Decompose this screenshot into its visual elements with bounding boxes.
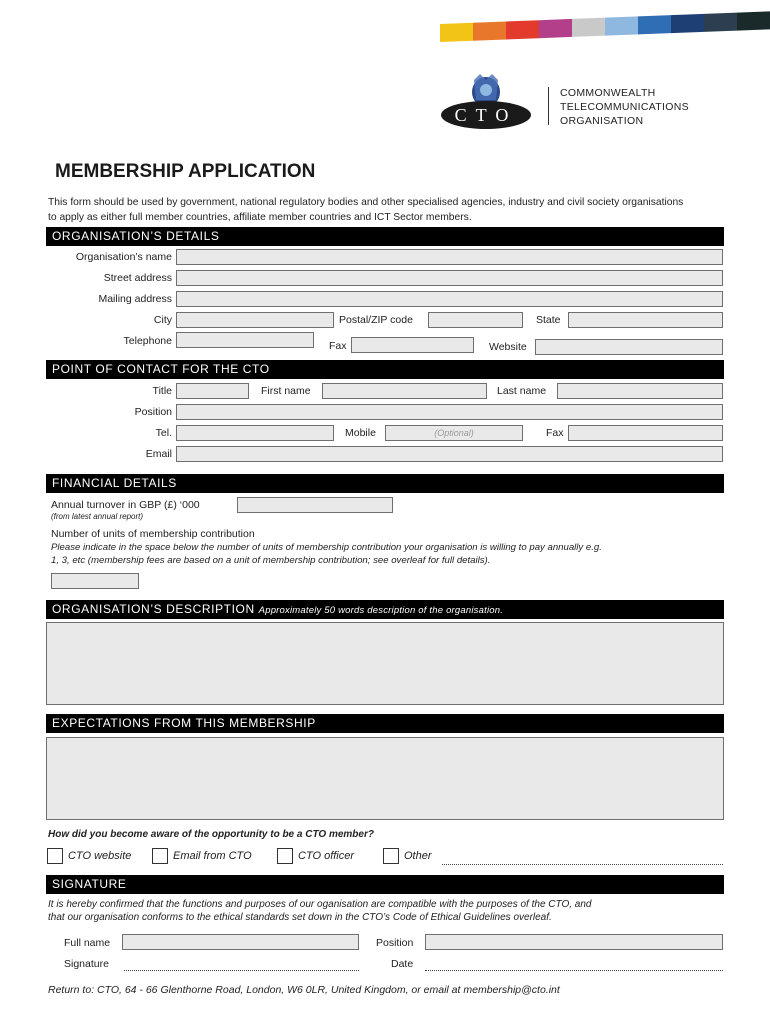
label-first-name: First name [261,385,311,397]
mailing-address-field[interactable] [176,291,723,307]
cto-logo [440,72,532,130]
label-email: Email [145,448,172,460]
color-stripe-segment [605,16,638,35]
logo-divider [548,87,549,125]
tel-field[interactable] [176,425,334,441]
color-stripe-segment [539,19,572,38]
checkbox-email-from-cto[interactable] [152,848,168,864]
contact-fax-field[interactable] [568,425,723,441]
label-full-name: Full name [64,937,111,949]
label-title: Title [152,385,172,397]
telephone-field[interactable] [176,332,314,348]
label-position: Position [134,406,172,418]
label-other: Other [404,850,432,862]
turnover-note: (from latest annual report) [51,512,144,521]
awareness-question: How did you become aware of the opportunity to be a CTO member? [48,829,374,840]
label-units: Number of units of membership contribution [51,528,255,540]
description-heading: ORGANISATION’S DESCRIPTION [52,602,255,616]
section-expectations: EXPECTATIONS FROM THIS MEMBERSHIP [46,714,724,733]
label-state: State [536,314,561,326]
label-fax: Fax [329,340,347,352]
page-title: MEMBERSHIP APPLICATION [55,161,316,182]
website-field[interactable] [535,339,723,355]
label-date: Date [391,958,414,970]
units-note: Please indicate in the space below the number of units of membership contribution your organisation is willing to pay annually e.g. 1, 3, etc (membership fees are based on a unit of membership contribution; see overleaf for full details). [51,542,602,566]
color-stripe-segment [506,20,539,39]
brand-color-stripe [440,11,770,42]
label-signature: Signature [64,958,109,970]
color-stripe-segment [704,13,737,32]
label-website: Website [489,341,527,353]
other-input-line[interactable] [442,864,723,865]
fax-field[interactable] [351,337,474,353]
org-name-field[interactable] [176,249,723,265]
label-city: City [153,314,172,326]
color-stripe-segment [737,11,770,30]
label-cto-officer: CTO officer [298,850,355,862]
label-mailing: Mailing address [98,293,172,305]
label-telephone: Telephone [123,335,172,347]
label-org-name: Organisation’s name [75,251,172,263]
signature-confirmation: It is hereby confirmed that the functions and purposes of our oganisation are compatible with the purposes of the CTO, and that our organisation conforms to the ethical standards set down in the CTO’s Code of Ethical Guidelines overleaf. [48,899,592,923]
label-contact-fax: Fax [546,427,564,439]
label-postal: Postal/ZIP code [339,314,413,326]
section-signature: SIGNATURE [46,875,724,894]
position-field[interactable] [176,404,723,420]
full-name-field[interactable] [122,934,359,950]
first-name-field[interactable] [322,383,487,399]
turnover-field[interactable] [237,497,393,513]
checkbox-cto-website[interactable] [47,848,63,864]
date-line[interactable] [425,970,723,971]
section-org-details: ORGANISATION’S DETAILS [46,227,724,246]
label-tel: Tel. [155,427,172,439]
return-address: Return to: CTO, 64 - 66 Glenthorne Road, London, W6 0LR, United Kingdom, or email at membership@cto.int [48,984,560,996]
last-name-field[interactable] [557,383,723,399]
expectations-textarea[interactable] [46,737,724,820]
color-stripe-segment [440,23,473,42]
state-field[interactable] [568,312,723,328]
color-stripe-segment [638,15,671,34]
org-name: COMMONWEALTH TELECOMMUNICATIONS ORGANISATION [560,87,689,127]
intro-text: This form should be used by government, national regulatory bodies and other specialised agencies, industry and civil society organisations to apply as either full member countries, affiliate member countries and ICT Sector members. [48,197,684,223]
label-cto-website: CTO website [68,850,132,862]
city-field[interactable] [176,312,334,328]
section-description [46,600,724,619]
checkbox-cto-officer[interactable] [277,848,293,864]
description-textarea[interactable] [46,622,724,705]
logo-text: CTO [454,105,518,125]
description-note: Approximately 50 words description of the organisation. [258,605,504,616]
signature-line[interactable] [124,970,359,971]
mobile-field[interactable]: (Optional) [385,425,523,441]
units-field[interactable] [51,573,139,589]
street-address-field[interactable] [176,270,723,286]
color-stripe-segment [473,21,506,40]
label-street: Street address [103,272,172,284]
color-stripe-segment [572,18,605,37]
title-field[interactable] [176,383,249,399]
postal-code-field[interactable] [428,312,523,328]
label-last-name: Last name [497,385,547,397]
email-field[interactable] [176,446,723,462]
label-email-from-cto: Email from CTO [173,850,252,862]
label-sig-position: Position [376,937,414,949]
label-turnover: Annual turnover in GBP (£) ‘000 [51,499,200,511]
checkbox-other[interactable] [383,848,399,864]
color-stripe-segment [671,14,704,33]
label-mobile: Mobile [345,427,376,439]
section-financial: FINANCIAL DETAILS [46,474,724,493]
section-contact: POINT OF CONTACT FOR THE CTO [46,360,724,379]
sig-position-field[interactable] [425,934,723,950]
